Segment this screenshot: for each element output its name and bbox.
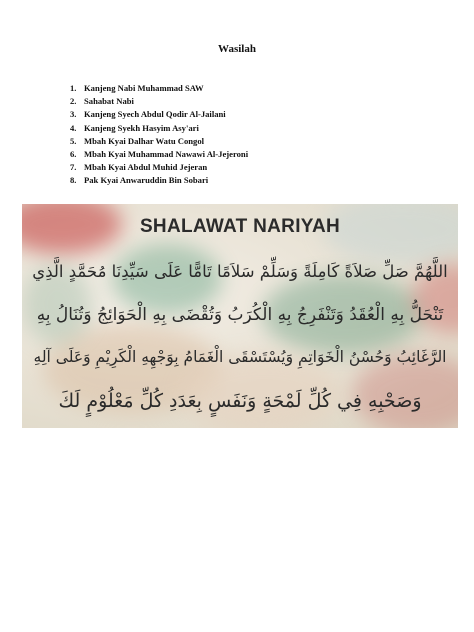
arabic-line-1: اللَّهُمَّ صَلِّ صَلاَةً كَامِلَةً وَسَلِّمْ سَلاَمًا تَامًّا عَلَى سَيِّدِنَا مُحَمَّدٍ الَّذِي (32, 262, 448, 281)
list-item-text: Sahabat Nabi (84, 96, 134, 107)
banner-title: SHALAWAT NARIYAH (139, 216, 341, 237)
arabic-line-4: وَصَحْبِهِ فِي كُلِّ لَمْحَةٍ وَنَفَسٍ بِعَدَدِ كُلِّ مَعْلُوْمٍ لَكَ (58, 390, 422, 412)
list-item-number: 5. (70, 135, 77, 146)
list-item (64, 122, 248, 135)
list-item (64, 174, 248, 187)
list-item-number: 6. (70, 148, 77, 159)
list-item (64, 161, 248, 174)
wasilah-list (64, 82, 248, 188)
list-item-text: Kanjeng Nabi Muhammad SAW (84, 83, 204, 93)
list-item-number: 1. (70, 83, 77, 93)
list-item (64, 82, 248, 95)
list-item (64, 135, 248, 148)
list-item-number: 4. (70, 122, 77, 133)
list-item-text: Pak Kyai Anwaruddin Bin Sobari (84, 175, 209, 186)
list-item-text: Mbah Kyai Abdul Muhid Jejeran (84, 162, 208, 173)
list-item (64, 95, 248, 108)
arabic-line-2: تَنْحَلُّ بِهِ الْعُقَدُ وَتَنْفَرِجُ بِهِ الْكُرَبُ وَتُقْضَى بِهِ الْحَوَائِجُ وَتُنَالُ بِهِ (36, 305, 444, 325)
list-item-number: 8. (70, 175, 77, 186)
list-item (64, 108, 248, 121)
list-item-text: Kanjeng Syech Abdul Qodir Al-Jailani (84, 109, 226, 120)
document-title: Wasilah (218, 43, 256, 55)
arabic-line-3: الرَّغَائِبُ وَحُسْنُ الْخَوَاتِمِ وَيُسْتَسْقَى الْغَمَامُ بِوَجْهِهِ الْكَرِيْمِ وَعَلَى آلِهِ (33, 348, 447, 366)
shalawat-banner-image (22, 204, 458, 428)
list-item-number: 3. (70, 109, 77, 120)
list-item (64, 148, 248, 161)
list-item-number: 7. (70, 162, 77, 173)
list-item-number: 2. (70, 96, 77, 107)
list-item-text: Mbah Kyai Dalhar Watu Congol (84, 135, 205, 146)
list-item-text: Kanjeng Syekh Hasyim Asy'ari (84, 122, 199, 133)
list-item-text: Mbah Kyai Muhammad Nawawi Al-Jejeroni (84, 148, 249, 159)
